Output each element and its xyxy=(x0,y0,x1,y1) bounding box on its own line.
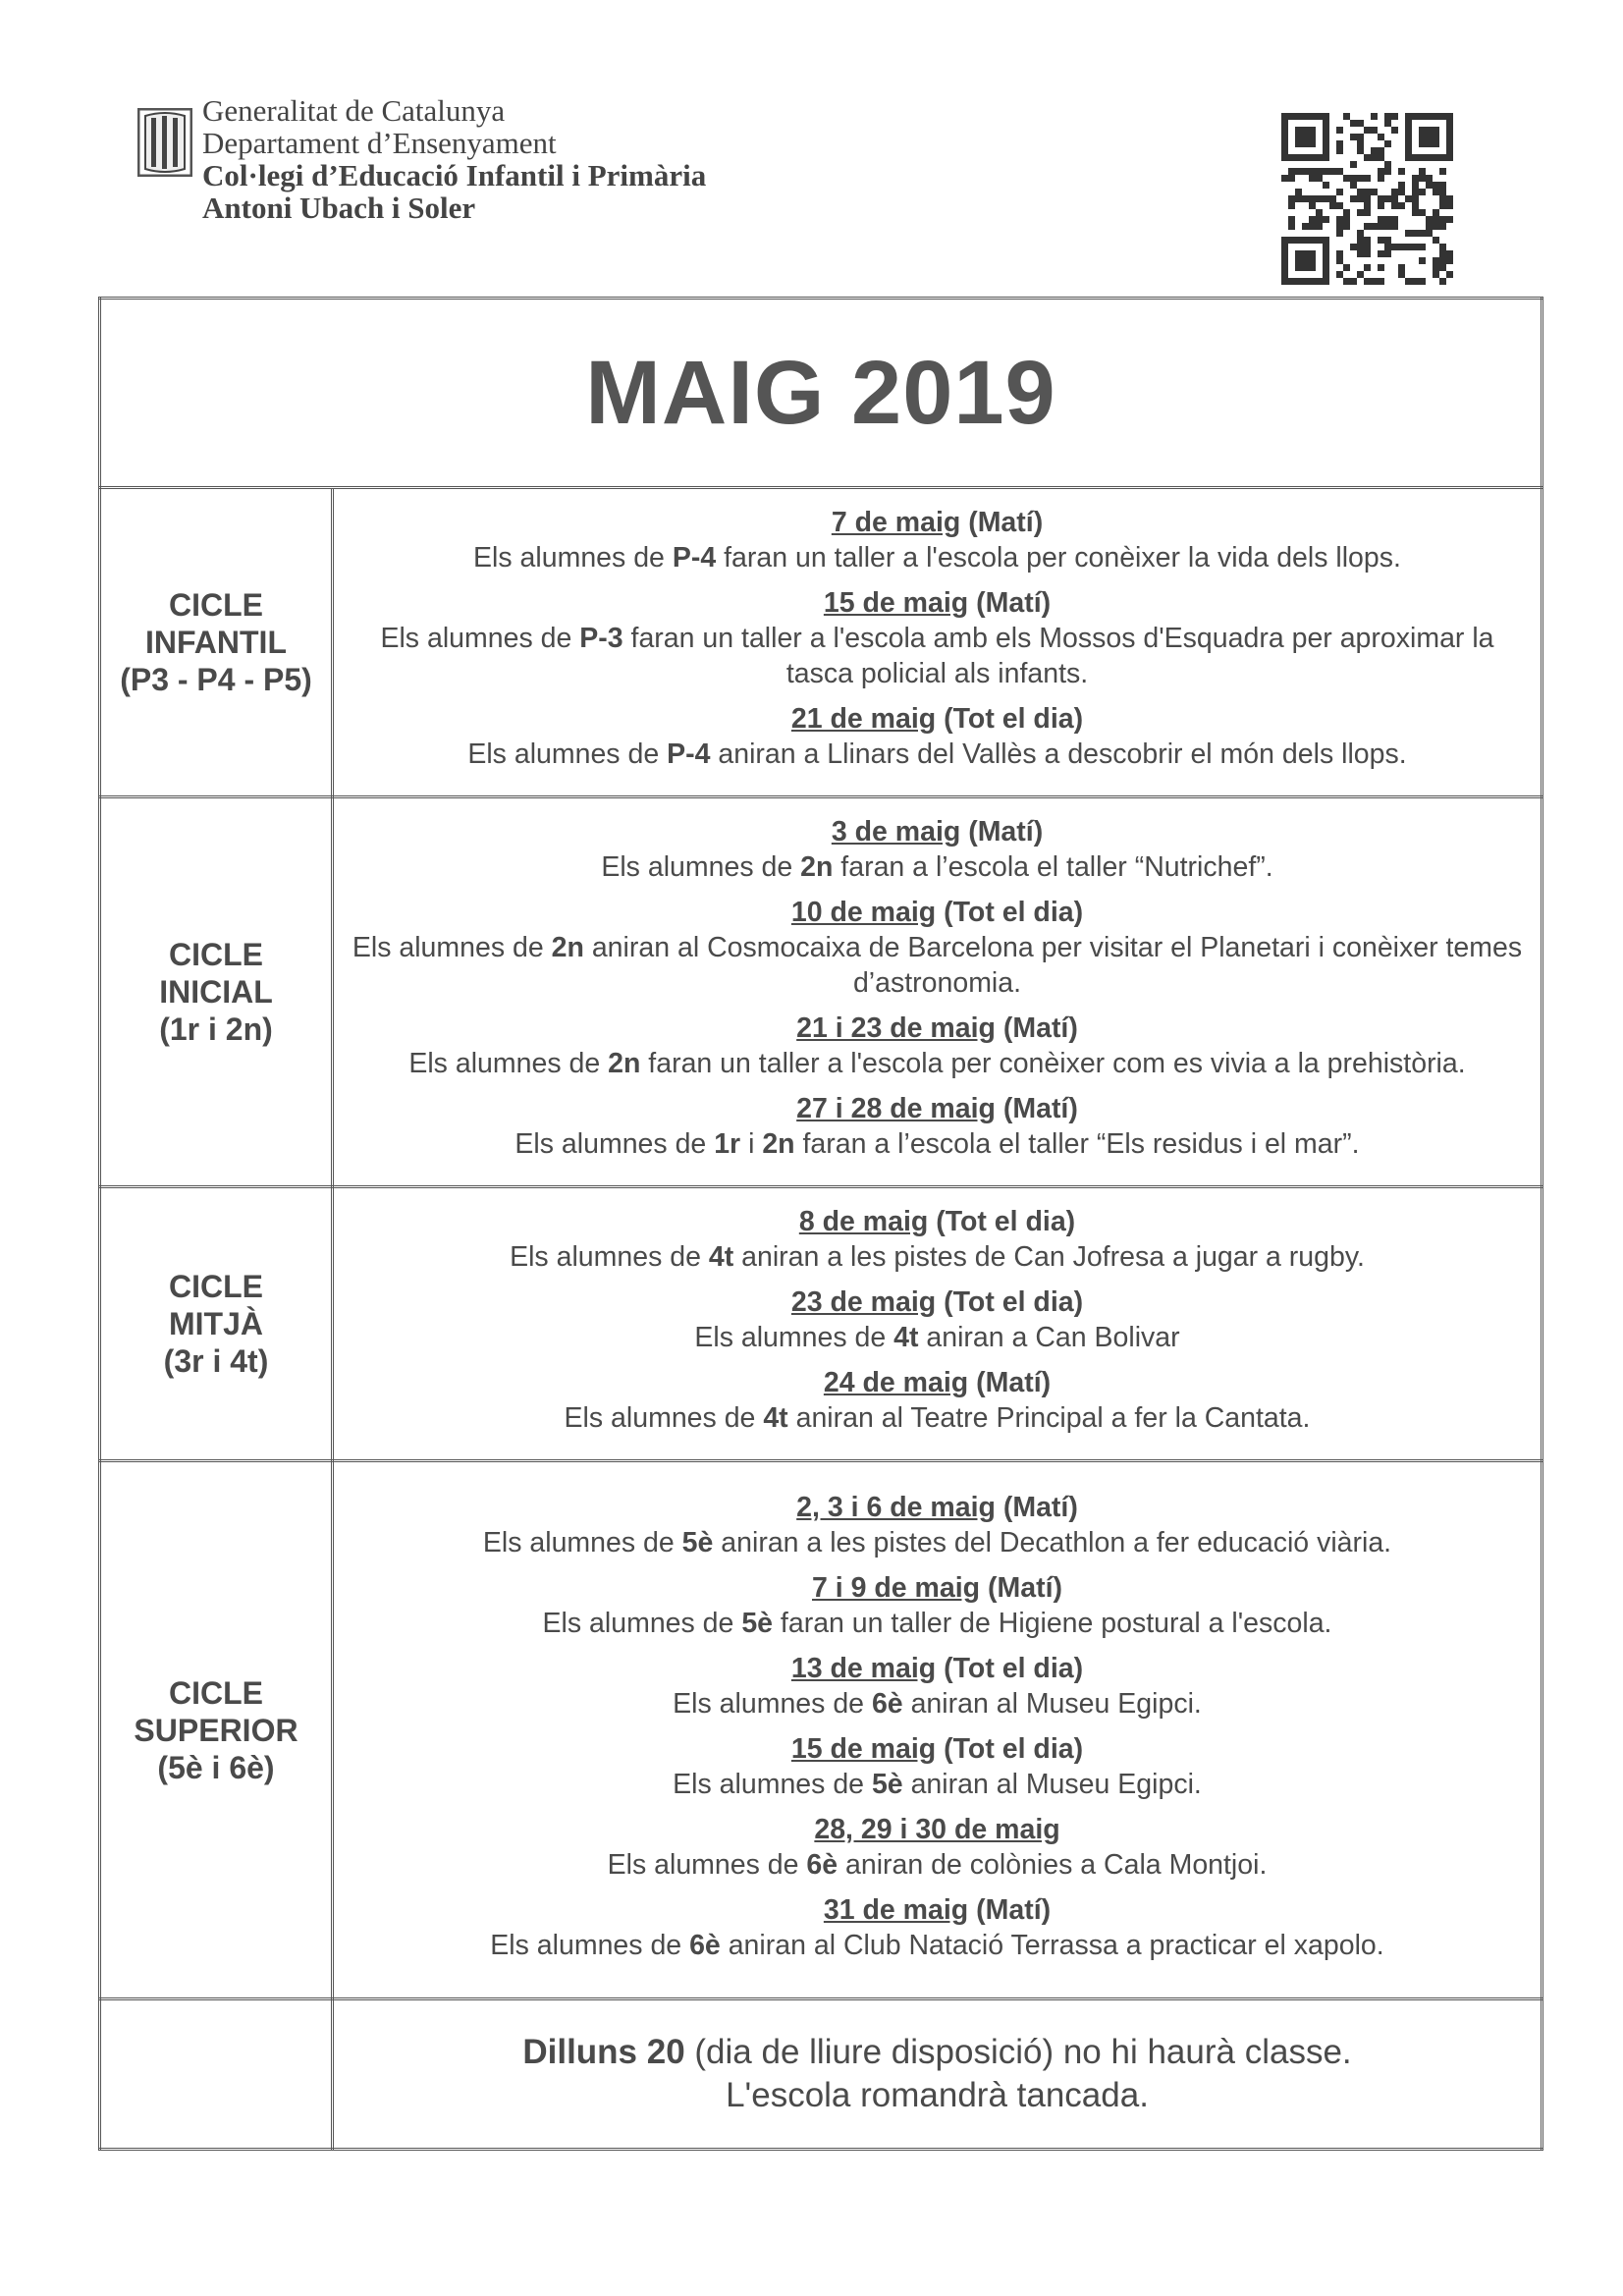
school-name-2: Antoni Ubach i Soler xyxy=(202,191,476,225)
event-item xyxy=(344,1490,1531,1560)
event-description: 2n xyxy=(551,932,584,963)
event-description: aniran al Teatre Principal a fer la Cantata. xyxy=(787,1402,1311,1434)
event-description: faran a l’escola el taller “Els residus i el mar”. xyxy=(794,1128,1360,1160)
event-description: aniran al Club Natació Terrassa a practicar el xapolo. xyxy=(720,1929,1384,1961)
event-time: (Matí) xyxy=(995,1012,1078,1044)
event-time: (Matí) xyxy=(980,1571,1062,1604)
event-date: 8 de maig xyxy=(798,1206,929,1237)
event-item xyxy=(344,814,1531,885)
event-item xyxy=(344,1731,1531,1802)
event-time: (Tot el dia) xyxy=(936,1652,1084,1684)
event-date: 10 de maig xyxy=(790,897,937,928)
page-title: MAIG 2019 xyxy=(100,299,1542,488)
event-description: aniran al Cosmocaixa de Barcelona per visitar el Planetari i conèixer temes d’astronomia. xyxy=(583,932,1523,999)
event-description: 4t xyxy=(893,1322,919,1353)
event-item xyxy=(344,1204,1531,1275)
event-date: 31 de maig xyxy=(823,1893,969,1926)
event-item xyxy=(344,1365,1531,1436)
event-description: Els alumnes de xyxy=(607,1848,807,1881)
event-description: 6è xyxy=(871,1687,903,1720)
event-description: Els alumnes de xyxy=(673,1768,872,1800)
cycle-label xyxy=(100,797,333,1187)
cycle-row xyxy=(100,488,1542,797)
event-time: (Matí) xyxy=(960,816,1044,847)
cycle-label xyxy=(100,488,333,797)
event-description: Els alumnes de xyxy=(467,738,668,770)
event-description: Els alumnes de xyxy=(380,623,580,654)
event-date: 21 de maig xyxy=(790,703,937,735)
empty-cell xyxy=(100,1999,333,2150)
event-description: Els alumnes de xyxy=(473,542,673,574)
event-description: 6è xyxy=(806,1848,839,1881)
cycle-name-line: INICIAL xyxy=(159,974,273,1010)
notice-day: Dilluns 20 xyxy=(522,2033,685,2071)
event-description: 6è xyxy=(689,1929,721,1961)
events-cell xyxy=(333,1187,1542,1461)
header-line: Departament d’Ensenyament xyxy=(202,126,557,160)
event-description: aniran a les pistes del Decathlon a fer educació viària. xyxy=(713,1526,1392,1558)
school-name: Col·legi d’Educació Infantil i Primària xyxy=(202,158,707,192)
cycle-name-line: CICLE xyxy=(169,587,263,623)
event-description: 5è xyxy=(681,1526,714,1558)
event-date: 3 de maig xyxy=(831,816,961,847)
events-cell xyxy=(333,488,1542,797)
event-date: 15 de maig xyxy=(790,1732,937,1765)
event-description: 1r xyxy=(714,1128,741,1160)
cycle-name-line: (1r i 2n) xyxy=(159,1011,273,1047)
event-item xyxy=(344,701,1531,772)
event-description: faran un taller a l'escola per conèixer la vida dels llops. xyxy=(716,542,1401,574)
event-description: Els alumnes de xyxy=(408,1048,609,1079)
event-description: P-4 xyxy=(667,738,711,770)
event-item xyxy=(344,1091,1531,1162)
cycle-name-line: MITJÀ xyxy=(169,1306,263,1341)
cycle-label xyxy=(100,1187,333,1461)
event-description: i xyxy=(740,1128,763,1160)
qr-code-icon xyxy=(1281,113,1453,285)
event-description: P-4 xyxy=(672,542,717,574)
event-time: (Tot el dia) xyxy=(928,1206,1076,1237)
event-time: (Matí) xyxy=(995,1093,1078,1124)
event-description: Els alumnes de xyxy=(542,1607,742,1639)
events-cell xyxy=(333,797,1542,1187)
event-description: Els alumnes de xyxy=(490,1929,690,1961)
notice-line2: L'escola romandrà tancada. xyxy=(726,2076,1149,2114)
event-item xyxy=(344,585,1531,691)
closure-notice xyxy=(333,1999,1542,2150)
cycle-row xyxy=(100,797,1542,1187)
cycle-name-line: (P3 - P4 - P5) xyxy=(120,662,312,697)
event-description: faran un taller a l'escola amb els Mossos d'Esquadra per aproximar la tasca policial als infants. xyxy=(622,623,1494,689)
event-date: 2, 3 i 6 de maig xyxy=(796,1491,996,1523)
event-description: 4t xyxy=(708,1241,734,1273)
cycle-name-line: (5è i 6è) xyxy=(157,1749,275,1785)
event-time: (Matí) xyxy=(960,507,1044,538)
event-description: aniran al Museu Egipci. xyxy=(902,1768,1202,1800)
event-description: Els alumnes de xyxy=(482,1526,682,1558)
event-description: 2n xyxy=(762,1128,795,1160)
event-time: (Matí) xyxy=(968,587,1052,619)
event-description: aniran a Can Bolivar xyxy=(918,1322,1180,1353)
event-description: 2n xyxy=(608,1048,641,1079)
event-item xyxy=(344,1651,1531,1722)
notice-text: (dia de lliure disposició) no hi haurà classe. xyxy=(684,2033,1352,2071)
event-description: Els alumnes de xyxy=(673,1687,872,1720)
cycle-name-line: INFANTIL xyxy=(145,625,287,660)
event-date: 7 i 9 de maig xyxy=(812,1571,981,1604)
event-item xyxy=(344,1011,1531,1081)
event-date: 28, 29 i 30 de maig xyxy=(814,1813,1060,1845)
event-description: faran a l’escola el taller “Nutrichef”. xyxy=(833,851,1273,883)
event-item xyxy=(344,505,1531,575)
event-description: 4t xyxy=(763,1402,788,1434)
event-description: Els alumnes de xyxy=(564,1402,764,1434)
calendar-table xyxy=(98,297,1543,2151)
event-description: Els alumnes de xyxy=(601,851,801,883)
cycle-label xyxy=(100,1461,333,1999)
events-cell xyxy=(333,1461,1542,1999)
event-description: faran un taller de Higiene postural a l'escola. xyxy=(773,1607,1332,1639)
cycle-name-line: SUPERIOR xyxy=(134,1712,298,1748)
event-date: 13 de maig xyxy=(790,1652,937,1684)
event-time: (Tot el dia) xyxy=(936,897,1084,928)
header-line: Generalitat de Catalunya xyxy=(202,93,506,128)
event-time: (Tot el dia) xyxy=(936,1732,1084,1765)
event-description: Els alumnes de xyxy=(352,932,552,963)
event-description: aniran al Museu Egipci. xyxy=(902,1687,1202,1720)
cycle-name-line: CICLE xyxy=(169,1269,263,1304)
event-date: 23 de maig xyxy=(790,1286,937,1318)
event-date: 15 de maig xyxy=(823,587,969,619)
event-date: 7 de maig xyxy=(831,507,961,538)
event-description: faran un taller a l'escola per conèixer com es vivia a la prehistòria. xyxy=(640,1048,1466,1079)
event-description: 5è xyxy=(741,1607,774,1639)
event-description: 2n xyxy=(800,851,834,883)
event-time: (Matí) xyxy=(968,1893,1052,1926)
event-item xyxy=(344,1570,1531,1641)
cycle-name-line: CICLE xyxy=(169,1674,263,1711)
event-description: Els alumnes de xyxy=(514,1128,715,1160)
cycle-row xyxy=(100,1461,1542,1999)
event-date: 21 i 23 de maig xyxy=(796,1012,996,1044)
cycle-name-line: (3r i 4t) xyxy=(163,1343,269,1379)
event-date: 24 de maig xyxy=(823,1367,969,1398)
event-date: 27 i 28 de maig xyxy=(796,1093,996,1124)
event-description: aniran a les pistes de Can Jofresa a jugar a rugby. xyxy=(733,1241,1365,1273)
event-description: P-3 xyxy=(579,623,623,654)
event-description: 5è xyxy=(871,1768,903,1800)
event-item xyxy=(344,1812,1531,1883)
event-time: (Matí) xyxy=(968,1367,1052,1398)
event-description: aniran a Llinars del Vallès a descobrir el món dels llops. xyxy=(710,738,1407,770)
event-description: aniran de colònies a Cala Montjoi. xyxy=(838,1848,1268,1881)
event-time: (Matí) xyxy=(995,1491,1078,1523)
event-item xyxy=(344,1892,1531,1963)
cycle-name-line: CICLE xyxy=(169,937,263,972)
event-time: (Tot el dia) xyxy=(936,1286,1084,1318)
cycle-row xyxy=(100,1187,1542,1461)
event-item xyxy=(344,895,1531,1001)
event-description: Els alumnes de xyxy=(694,1322,894,1353)
event-description: Els alumnes de xyxy=(510,1241,709,1273)
generalitat-logo-icon xyxy=(137,108,192,177)
event-item xyxy=(344,1285,1531,1355)
event-time: (Tot el dia) xyxy=(936,703,1084,735)
